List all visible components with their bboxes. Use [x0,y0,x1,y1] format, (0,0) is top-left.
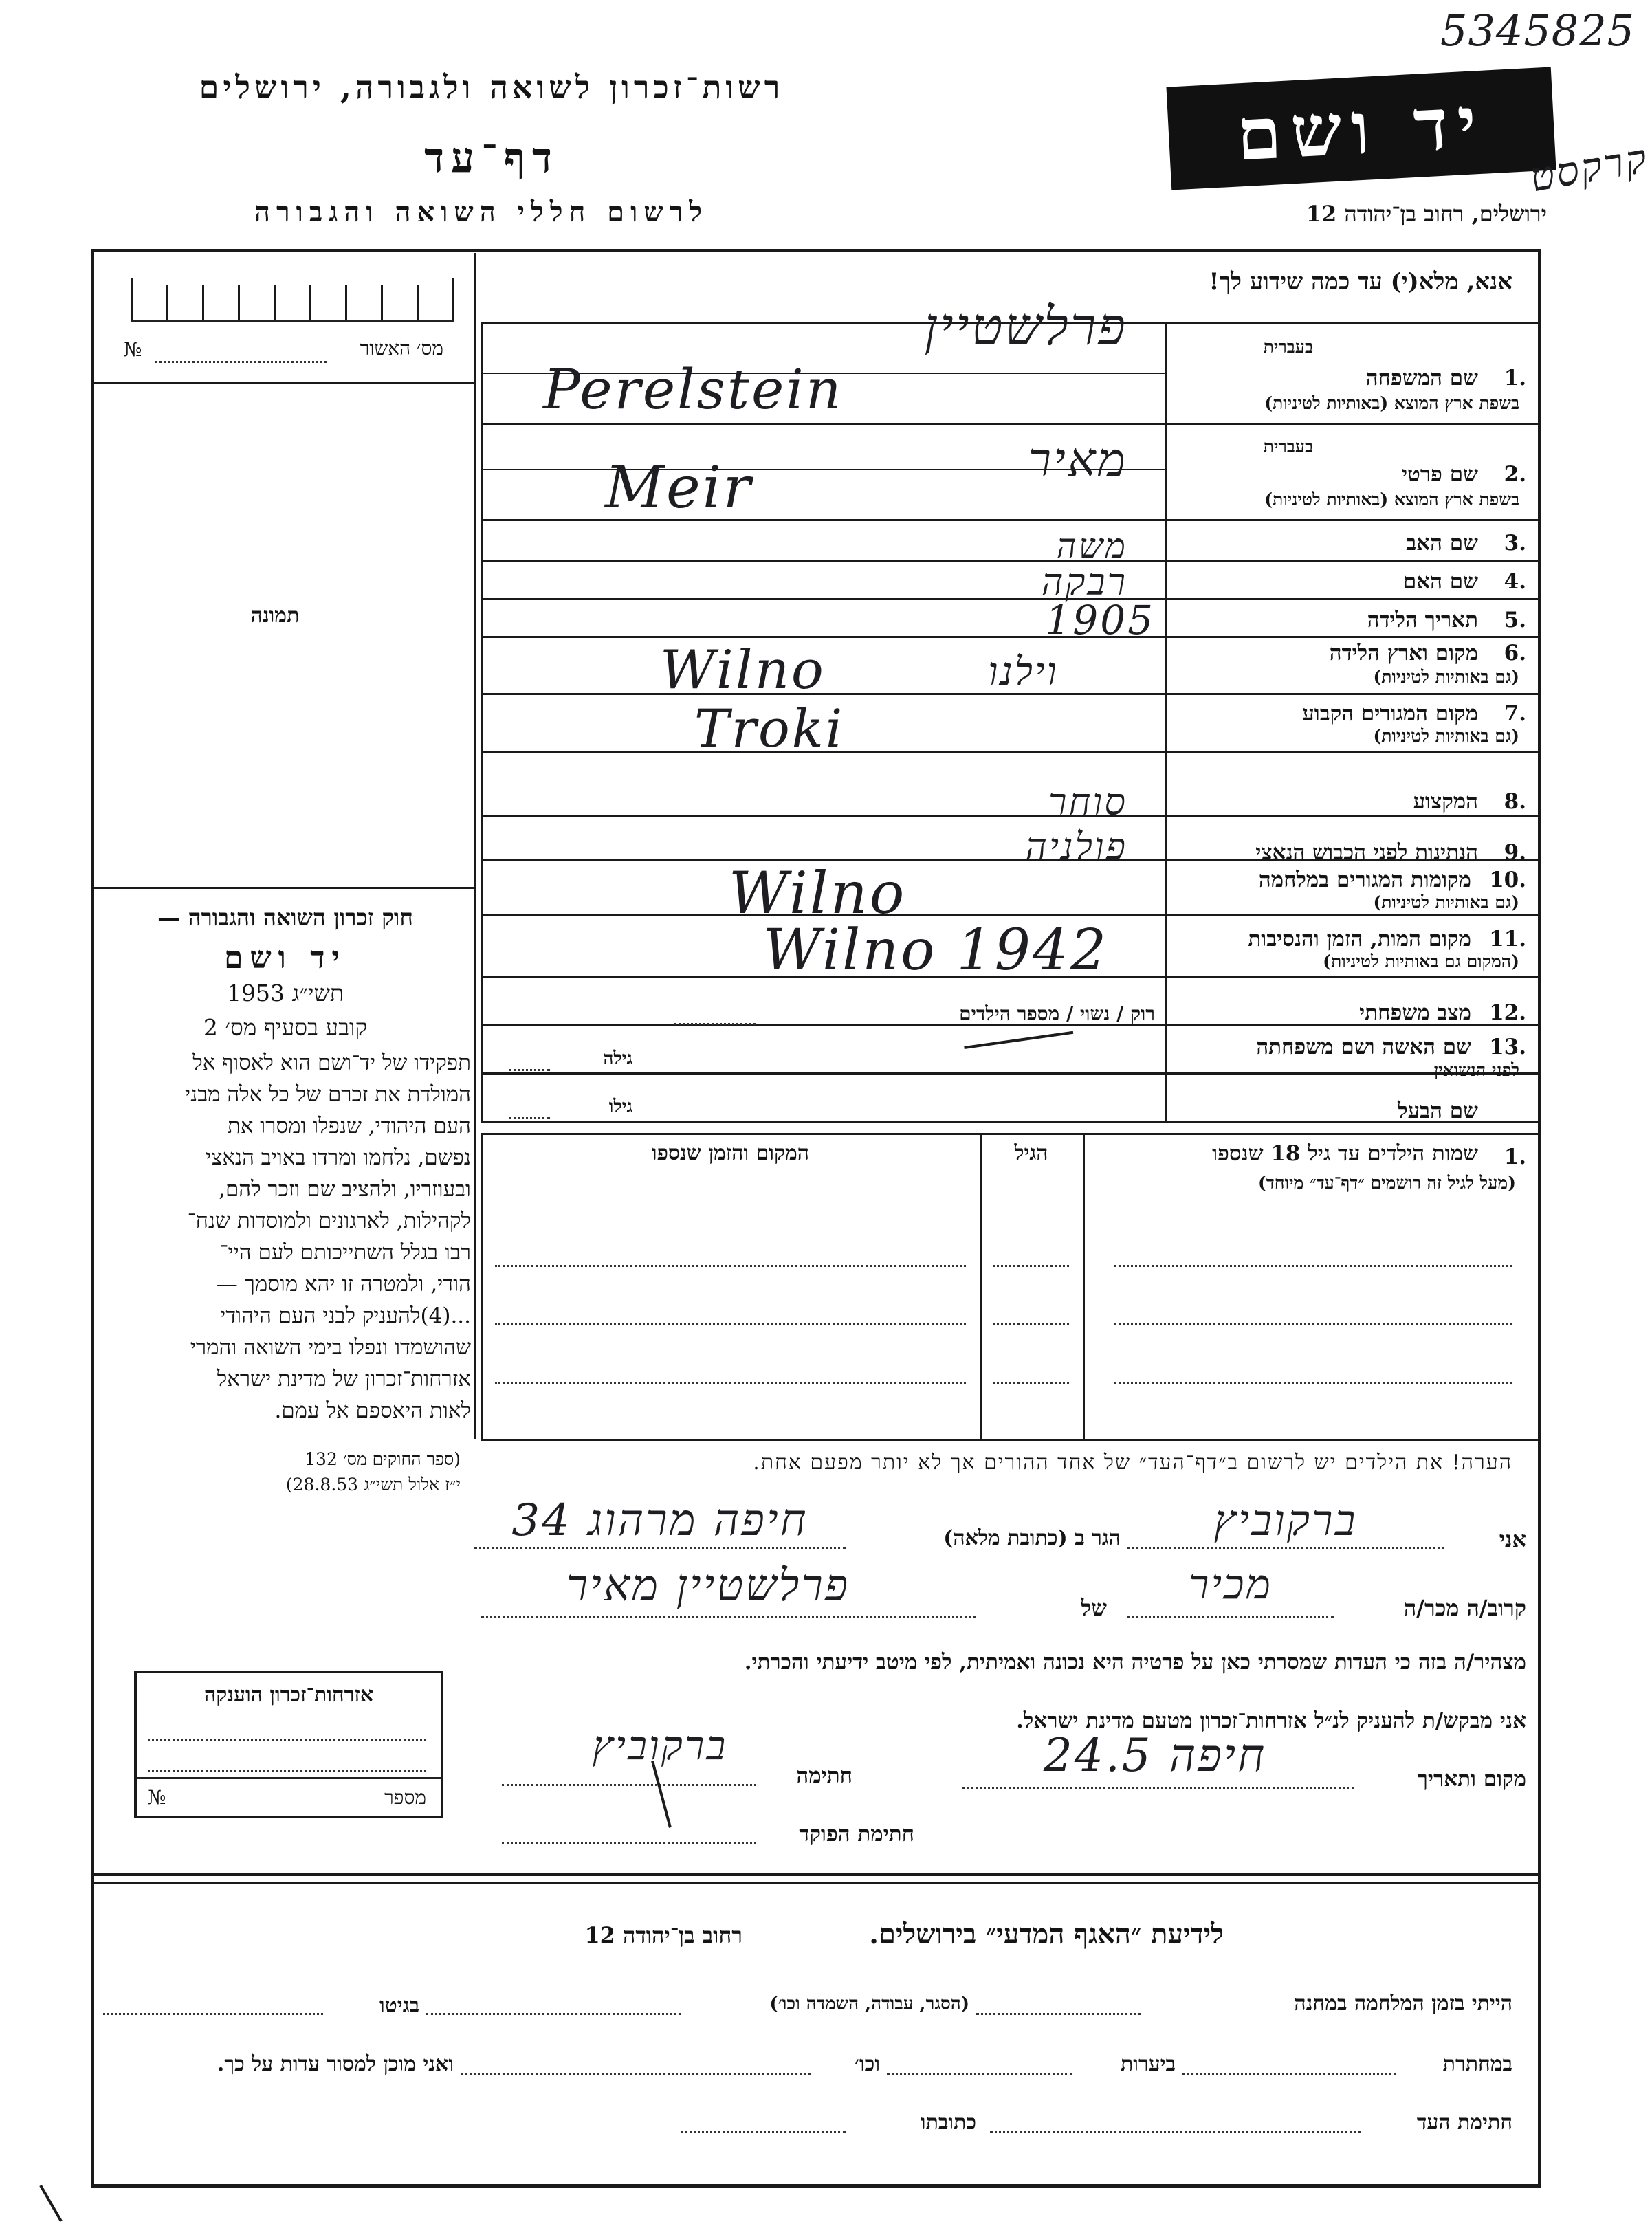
law-name: יד ושם [224,940,346,976]
field-11-value[interactable]: Wilno 1942 [763,918,1109,983]
field-1-num: 1. [1504,366,1526,390]
wife-age-line[interactable] [509,1069,550,1071]
declarant-name[interactable]: ברקוביץ [1213,1495,1358,1545]
law-title: חוק זכרון השואה והגבורה — [157,904,413,931]
statement: מצהיר/ה בזה כי העדות שמסרתי כאן על פרטיה היא נכונה ואמיתית, לפי מיטב ידיעתי והכרתי. [744,1650,1526,1675]
approval-rule [94,382,476,384]
field-1-label: שם המשפחה [1365,366,1478,390]
living-value[interactable]: חיפה מרהוג 34 [511,1495,808,1546]
citizenship-title: אזרחות־זכרון הוענקה [203,1683,374,1707]
law-line: העם היהודי, שנפלו ומסרו את [227,1114,471,1138]
footer-forest-line[interactable] [887,2073,1072,2075]
field-11-sub: (המקום גם באותיות לטיניות) [1323,951,1519,971]
field-2-value-lat[interactable]: Meir [605,454,753,521]
law-line: המולדת את זכרם של כל אלה מבני [184,1082,471,1107]
corner-mark [39,2185,62,2222]
field-8-label: המקצוע [1413,789,1478,814]
children-bottom-rule [481,1439,1540,1441]
law-line: הודי, ולמטרה זו יהא מוסמך — [216,1272,471,1297]
declarant-label: אני [1499,1526,1526,1552]
approval-no: № [124,338,142,361]
serial-number: 5345825 [1440,5,1636,56]
children-name-line[interactable] [1114,1265,1512,1267]
husband-age-label: גילו [608,1097,632,1117]
children-place-line[interactable] [495,1265,966,1267]
law-line: אזרחות־זכרון של מדינת ישראל [217,1367,471,1391]
address: ירושלים, רחוב בן־יהודה 12 [1306,201,1547,227]
law-line: שהושמדו ונפלו בימי השואה והמרי [190,1335,471,1360]
law-ref-1: (ספר החוקים מס׳ 132 [305,1449,461,1469]
husband-label: שם הבעל [1398,1099,1478,1123]
law-line: רבו בגלל השתייכותם לעם היי־ [219,1240,471,1265]
footer-line2-c: וכו׳ [855,2052,880,2076]
footer-underground-line[interactable] [1182,2073,1396,2075]
children-col-c [481,1133,483,1439]
place-date-value[interactable]: חיפה 24.5 [1043,1729,1267,1782]
children-sub: (מעל לגיל זה רושמים ״דף־עד״ מיוחד) [1257,1173,1516,1193]
footer-line1-b: (הסגר, עבודה, השמדה וכו׳) [769,1994,969,2014]
relative-label: קרוב/ה מכר/ה [1403,1595,1526,1621]
law-ref-2: י״ז אלול תשי״ג 28.8.53) [285,1475,461,1495]
field-1-value-lat[interactable]: Perelstein [543,357,844,421]
field-7-sub: (גם באותיות לטיניות) [1373,726,1519,746]
authority-title: רשות־זכרון לשואה ולגבורה, ירושלים [199,69,784,106]
field-10-num: 10. [1489,868,1526,892]
children-label: שמות הילדים עד גיל 18 שנספו [1212,1141,1478,1166]
footer-title: לידיעת ״האגף המדעי״ בירושלים. [869,1918,1224,1950]
field-9-value[interactable]: פולניה [1025,825,1127,868]
photo-rule [94,887,476,889]
of-value[interactable]: פרלשטיין מאיר [566,1561,850,1611]
field-6-num: 6. [1504,641,1526,665]
footer-rule-1 [94,1873,1538,1876]
husband-age-line[interactable] [509,1117,550,1119]
field-4-num: 4. [1504,569,1526,594]
footer-line1-c: בגיטו [379,1994,419,2018]
living-line [474,1547,846,1549]
children-count-line[interactable] [674,1023,756,1025]
field-6-label: מקום וארץ הלידה [1329,641,1478,665]
law-year: תשי״ג 1953 [226,980,344,1006]
marital-options: רוק / נשוי / מספר הילדים [959,1002,1155,1025]
relative-value[interactable]: מכיר [1188,1561,1273,1609]
left-column-divider [474,253,476,1439]
field-5-label: תאריך הלידה [1367,608,1478,632]
field-3-label: שם האב [1406,531,1478,555]
field-7-num: 7. [1504,701,1526,726]
footer-rule-2 [94,1882,1538,1884]
footer-line3-b: כתובתו [920,2111,976,2135]
field-6-sub: (גם באותיות לטיניות) [1373,667,1519,687]
field-8-value[interactable]: סוחר [1048,780,1127,824]
form-subtitle: לרשום חללי השואה והגבורה [254,196,709,228]
footer-line2-a: במחתרת [1442,2052,1512,2076]
field-10-sub: (גם באותיות לטיניות) [1373,892,1519,912]
field-1-sub: בשפת ארץ המוצא (באותיות לטיניות) [1264,393,1519,413]
request: אני מבקש/ת להעניק לנ״ל אזרחות־זכרון מטעם מדינת ישראל. [1016,1708,1526,1733]
yad-vashem-logo [1166,67,1556,190]
field-1-value-he[interactable]: פרלשטיין [924,296,1127,357]
children-age-header: הגיל [1014,1141,1048,1165]
field-9-label: הנתינות לפני הכבוש הנאצי [1255,840,1478,865]
row-rule [481,423,1540,425]
footer-witness-signature-line[interactable] [990,2131,1361,2133]
form-title: דף־עד [424,134,559,182]
law-line: לקהילות, לארגונים ולמוסדות שנח־ [187,1209,471,1233]
footer-line1-a: הייתי בזמן המלחמה במחנה [1294,1992,1512,2016]
field-7-label: מקום המגורים הקבוע [1302,701,1478,726]
footer-camp-line[interactable] [976,2013,1141,2015]
footer-ghetto-line[interactable] [103,2013,323,2015]
approval-label: מס׳ האשור [360,337,443,360]
footer-camp-type-line[interactable] [426,2013,681,2015]
declarant-name-line [1127,1547,1444,1549]
children-age-line[interactable] [993,1265,1069,1267]
row-rule [481,751,1540,753]
relative-line [1127,1616,1334,1618]
field-3-num: 3. [1504,531,1526,555]
field-11-num: 11. [1489,927,1526,951]
citizenship-line-2[interactable] [148,1770,426,1772]
law-line: נפשם, נלחמו ומרדו באויב הנאצי [206,1145,471,1170]
row-rule [481,914,1540,916]
field-9-num: 9. [1504,840,1526,865]
field-6-value-he[interactable]: וילנו [988,650,1059,694]
row-rule [481,1133,1540,1135]
field-13-sub: לפני הנשואין [1433,1060,1519,1080]
law-line: ...(4)להעניק לבני העם היהודי [220,1303,471,1328]
children-place-line[interactable] [495,1323,966,1325]
note: הערה! את הילדים יש לרשום ב״דף־העד״ של אחד ההורים אך לא יותר מפעם אחת. [753,1451,1512,1475]
field-10-label: מקומות המגורים במלחמה [1258,868,1471,892]
signature-label: חתימה [796,1763,852,1788]
field-4-value[interactable]: רבקה [1041,560,1127,604]
citizenship-number-label: מספר [384,1786,426,1809]
hebrew-label-1: בעברית [1263,337,1313,357]
footer-address: רחוב בן־יהודה 12 [584,1922,742,1948]
photo-label: תמונה [250,604,300,628]
field-2-label: שם פרטי [1401,462,1478,487]
children-place-line[interactable] [495,1382,966,1384]
signature-value[interactable]: ברקוביץ [592,1722,728,1769]
children-col-b [1083,1133,1085,1439]
hebrew-label-2: בעברית [1263,437,1313,456]
law-line: ובעוזריו, ולהציב שם וזכר להם, [219,1177,471,1202]
footer-witness-address-line[interactable] [681,2131,846,2133]
field-4-label: שם האם [1402,569,1478,594]
footer-line3-a: חתימת העד [1416,2111,1512,2135]
children-num: 1. [1504,1145,1526,1169]
children-col-a [980,1133,982,1439]
law-line: לאות היאספם אל עמם. [274,1398,471,1423]
field-8-num: 8. [1504,789,1526,814]
of-line [481,1616,976,1618]
field-13-label: שם האשה ושם משפחתה [1256,1035,1471,1059]
field-3-value[interactable]: משה [1056,526,1127,566]
logo-text: יד ושם [1234,79,1488,177]
field-2-value-he[interactable]: מאיר [1028,433,1127,487]
field-5-value[interactable]: 1905 [1045,597,1155,643]
footer-etc-line[interactable] [461,2073,811,2075]
children-age-line[interactable] [993,1323,1069,1325]
signature-line [502,1784,756,1786]
citizenship-no: № [148,1786,166,1809]
children-place-header: המקום והזמן שנספו [651,1141,810,1165]
field-6-value-lat[interactable]: Wilno [660,639,826,701]
law-body [100,1050,471,1430]
living-label: הגר ב (כתובת מלאה) [943,1526,1121,1550]
law-line: תפקידו של יד־ושם הוא לאסוף אל [192,1050,471,1075]
field-12-label: מצב משפחתי [1359,1000,1471,1025]
field-10-value[interactable]: Wilno [729,859,907,927]
officer-label: חתימת הפוקד [799,1822,914,1847]
children-age-line[interactable] [993,1382,1069,1384]
label-column-divider [1165,323,1167,1121]
approval-number-line[interactable] [155,361,327,363]
field-13-num: 13. [1489,1035,1526,1059]
citizenship-line-1[interactable] [148,1739,426,1741]
field-2-sub: בשפת ארץ המוצא (באותיות לטיניות) [1264,489,1519,509]
children-name-line[interactable] [1114,1382,1512,1384]
approval-ticks [131,278,454,322]
field-5-num: 5. [1504,608,1526,632]
footer-line2-b: ביערות [1120,2052,1176,2076]
field-2-num: 2. [1504,462,1526,487]
children-name-line[interactable] [1114,1323,1512,1325]
officer-line[interactable] [502,1842,756,1844]
footer-line2-d: ואני מוכן למסור עדות על כך. [217,2052,454,2076]
field-12-num: 12. [1489,1000,1526,1025]
wife-age-label: גילה [603,1048,632,1069]
instruction: אנא, מלא(י) עד כמה שידוע לך! [1209,268,1512,296]
place-date-label: מקום ותאריך [1417,1767,1526,1792]
law-section: קובע בסעיף מס׳ 2 [203,1014,368,1041]
of-label: של [1081,1595,1107,1621]
place-date-line [962,1787,1354,1789]
field-11-label: מקום המות, הזמן והנסיבות [1248,927,1471,951]
field-7-value[interactable]: Troki [694,698,845,759]
initials-mark: קרקסט [1526,134,1652,201]
value-column-left [481,323,483,1121]
